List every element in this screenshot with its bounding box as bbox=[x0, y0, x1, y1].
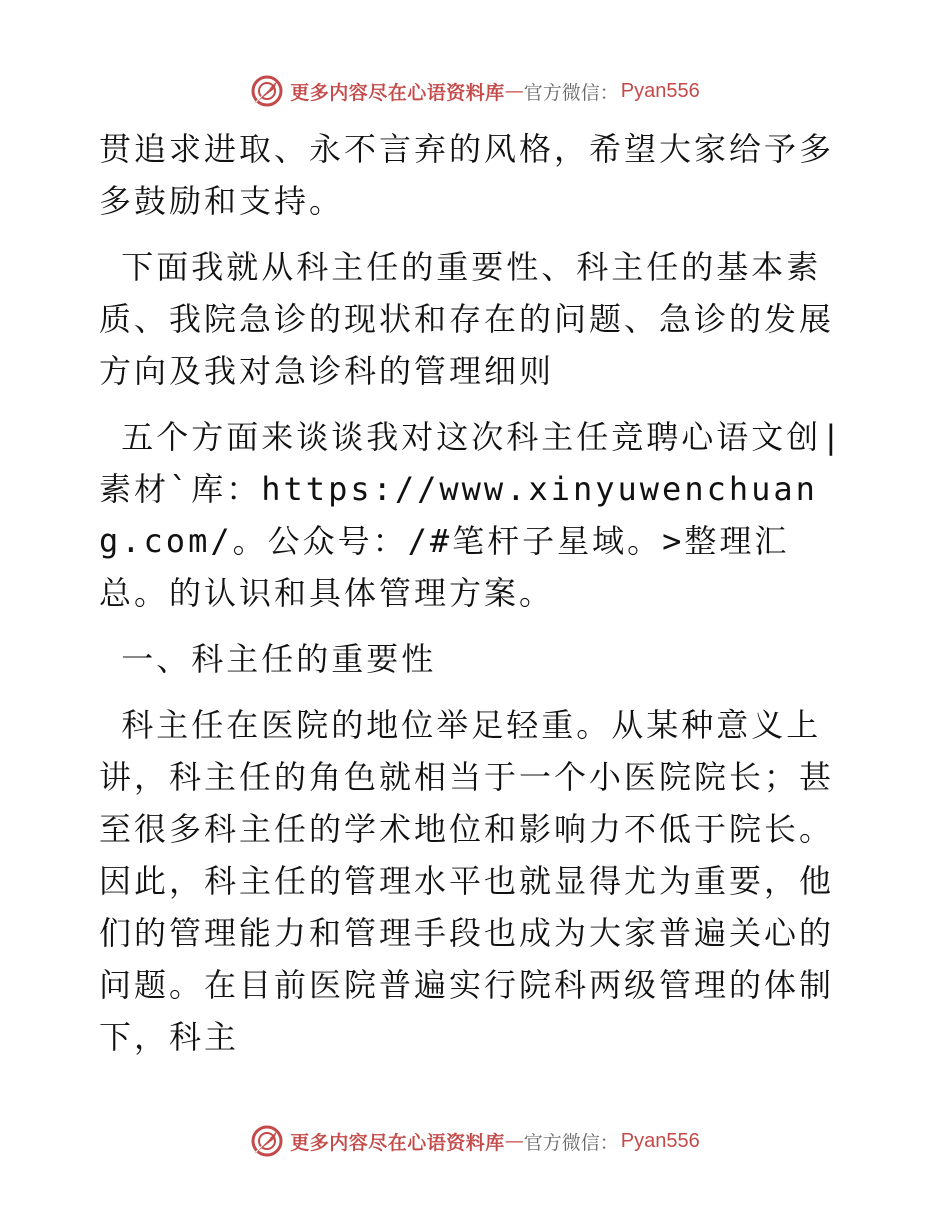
quill-circle-logo-icon bbox=[250, 1124, 284, 1158]
paragraph: 五个方面来谈谈我对这次科主任竞聘心语文创|素材`库：https://www.xinyuwenchuang.com/。公众号：/#笔杆子星域。>整理汇总。的认识和具体管理方案。 bbox=[99, 418, 844, 612]
banner-wechat-id: Pyan556 bbox=[620, 1129, 700, 1152]
paragraph: 下面我就从科主任的重要性、科主任的基本素 质、我院急诊的现状和存在的问题、急诊的发展方向及我对急诊科的管理细则 bbox=[99, 248, 835, 390]
section-heading: 一、科主任的重要性 bbox=[99, 640, 437, 678]
footer-banner bbox=[0, 1122, 950, 1160]
banner-wechat-label: 官方微信： bbox=[523, 81, 619, 104]
quill-circle-logo-icon bbox=[250, 74, 284, 108]
document-body bbox=[99, 123, 859, 1077]
banner-title: 更多内容尽在心语资料库 bbox=[290, 81, 505, 104]
header-banner bbox=[0, 72, 950, 110]
banner-wechat-label: 官方微信： bbox=[523, 1131, 619, 1154]
banner-dash: — bbox=[504, 1130, 524, 1152]
banner-title: 更多内容尽在心语资料库 bbox=[290, 1131, 505, 1154]
paragraph: 科主任在医院的地位举足轻重。从某种意义上 讲，科主任的角色就相当于一个小医院院长；甚至很多科主任的学术地位和影响力不低于院长。因此，科主任的管理水平也就显得尤为重要，他们的管理能力和管理手段也成为大家普遍关心的问题。在目前医院普遍实行院科两级管理的体制下，科主 bbox=[99, 706, 835, 1056]
banner-wechat-id: Pyan556 bbox=[620, 79, 700, 102]
banner-dash: — bbox=[504, 80, 524, 102]
paragraph: 贯追求进取、永不言弃的风格，希望大家给予多多鼓励和支持。 bbox=[99, 130, 835, 220]
